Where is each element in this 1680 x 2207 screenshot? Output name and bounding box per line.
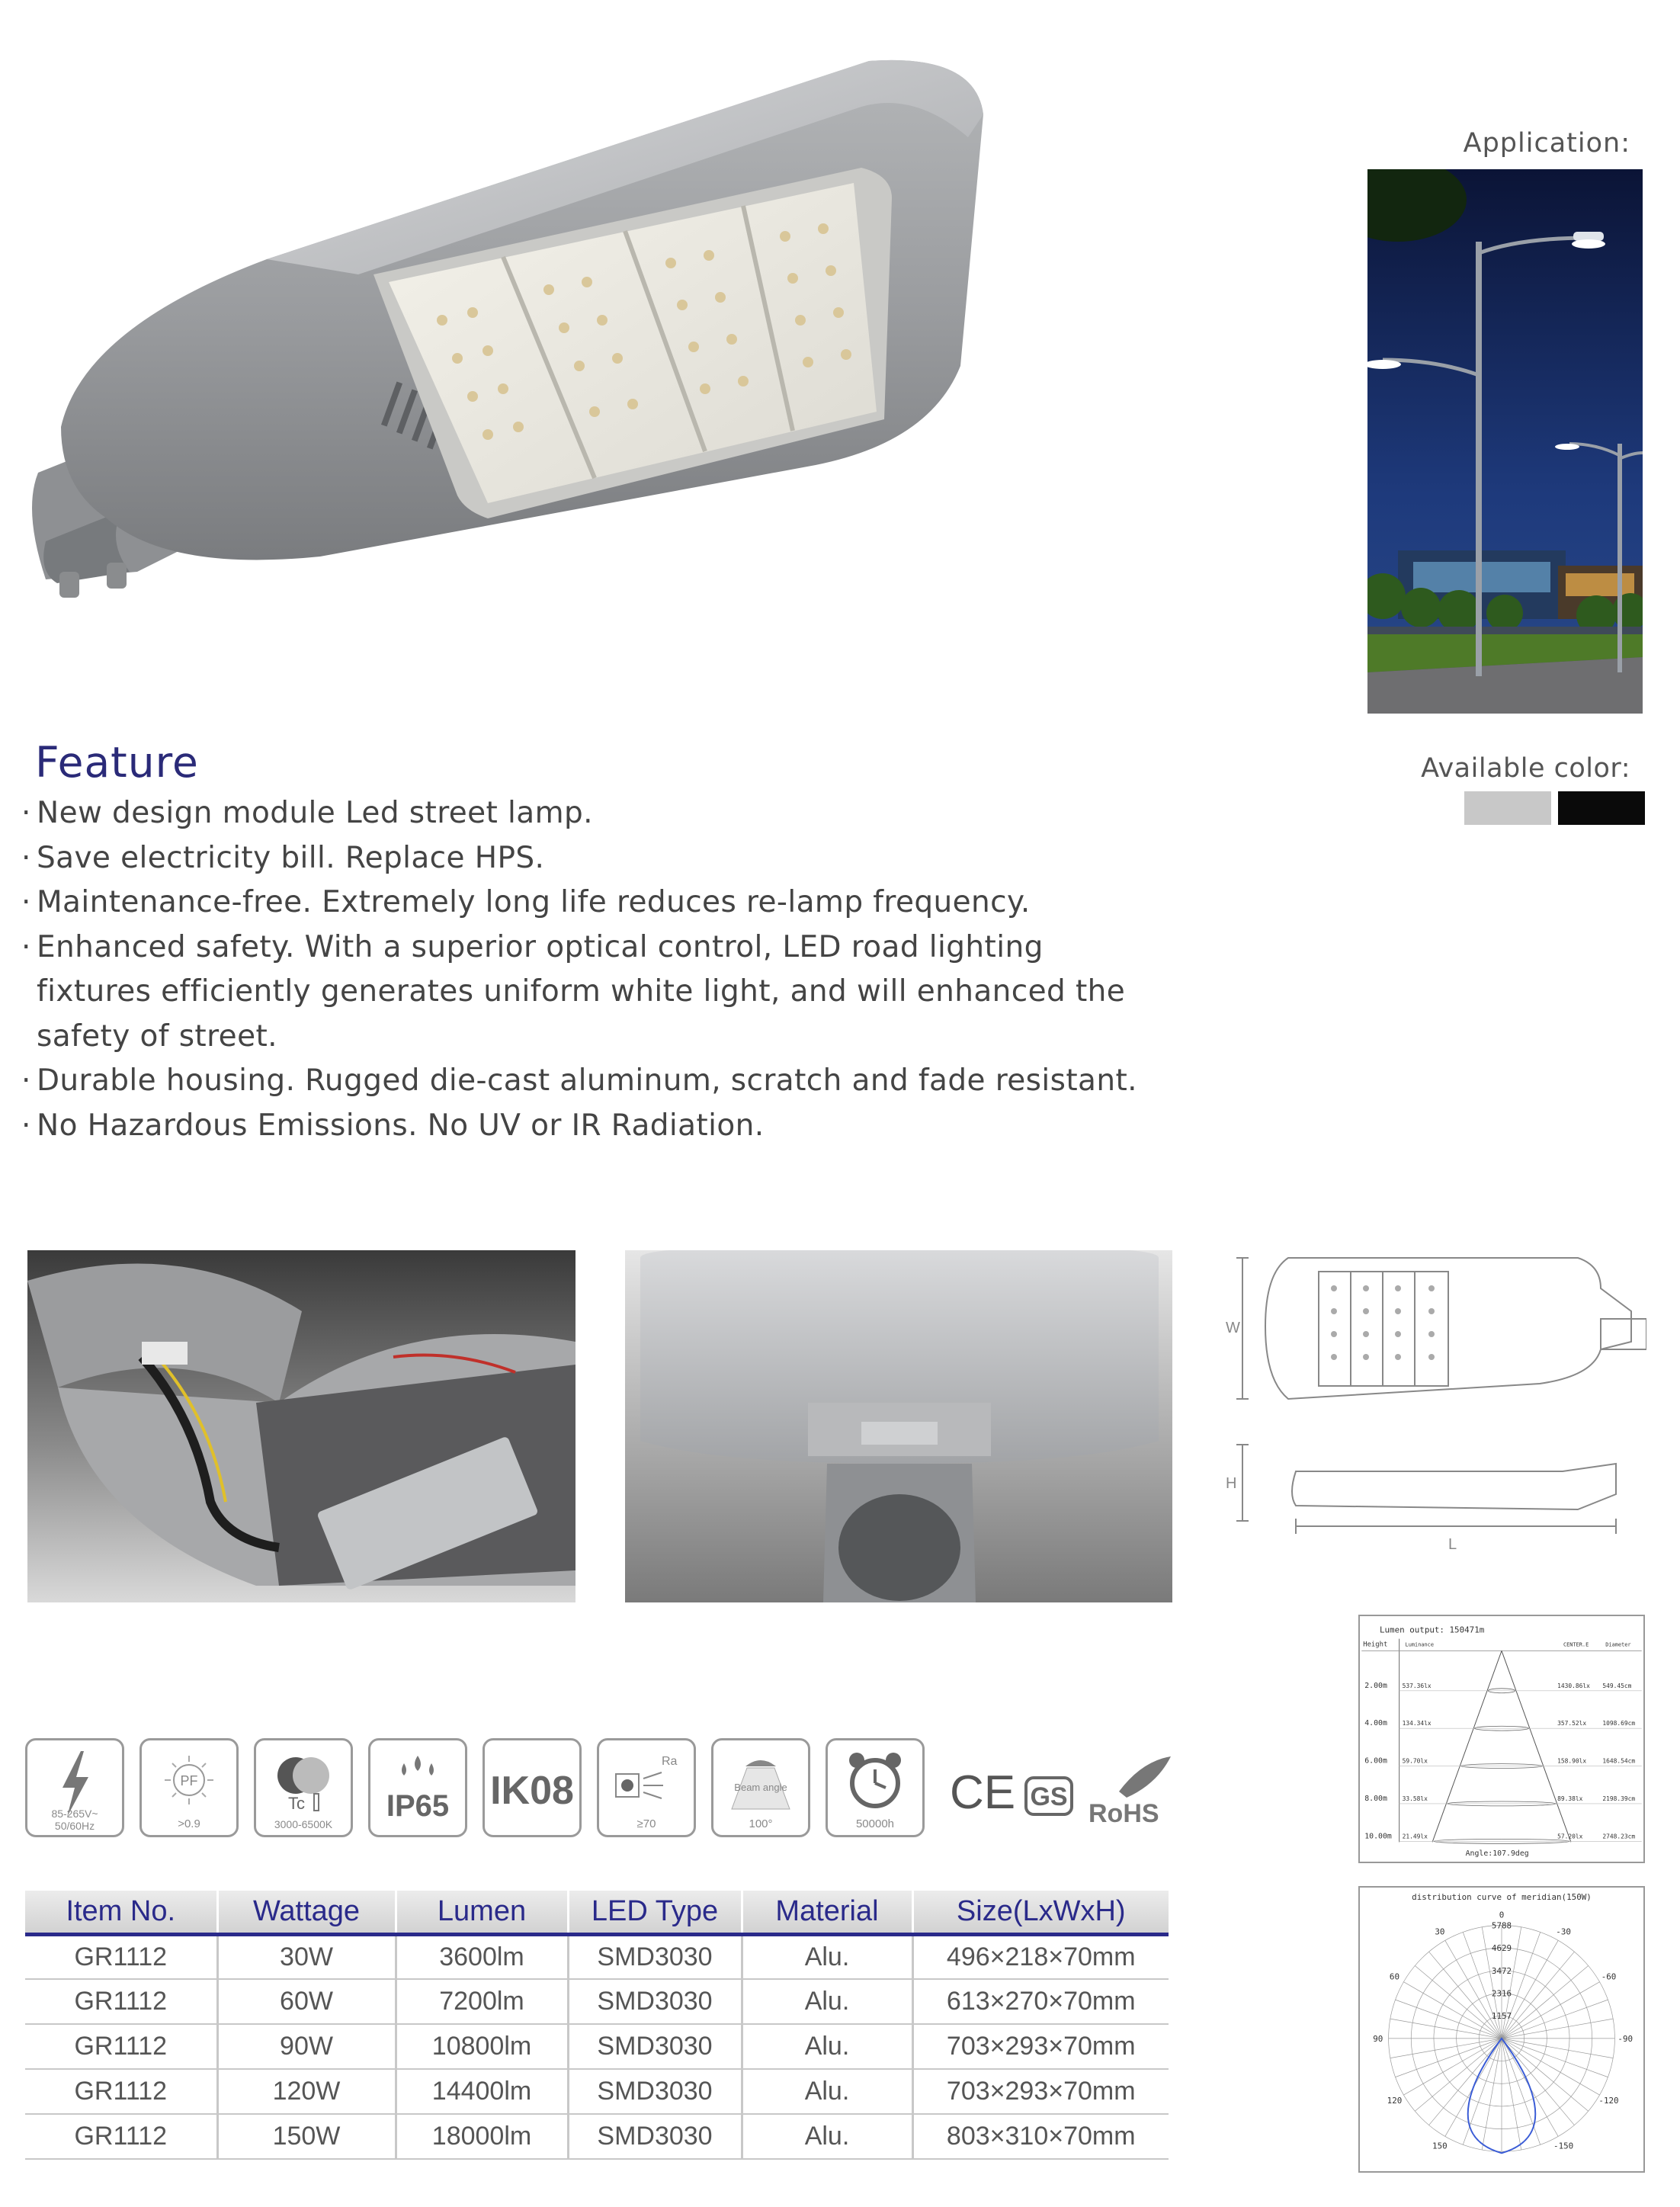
polar-radial-label: 3472 — [1491, 1965, 1512, 1976]
polar-angle-label: -90 — [1617, 2033, 1634, 2044]
lumen-chart-title: Lumen output: 150471m — [1379, 1625, 1485, 1635]
ra-label: Ra — [662, 1755, 678, 1768]
dimension-drawing — [1220, 1243, 1646, 1563]
lumen-row-h: 10.00m — [1364, 1832, 1392, 1841]
feature-item: · No Hazardous Emissions. No UV or IR Radiation. — [21, 1104, 1210, 1149]
lumen-row-lum: 134.34lx — [1402, 1720, 1432, 1727]
spec-table — [25, 1891, 1169, 2160]
application-title: Application: — [1463, 128, 1630, 159]
illuminance-cone-chart — [1358, 1615, 1645, 1863]
polar-title: distribution curve of meridian(150W) — [1412, 1891, 1592, 1902]
certification-marks — [936, 1738, 1180, 1837]
lumen-row-diam: 2198.39cm — [1602, 1795, 1636, 1802]
beam-caption: 100° — [749, 1817, 773, 1830]
lumen-row-lum: 33.58lx — [1402, 1795, 1428, 1802]
lumen-row-diam: 1648.54cm — [1602, 1757, 1636, 1765]
dim-w-label: W — [1226, 1320, 1240, 1336]
cell: 120W — [217, 2069, 396, 2114]
ce-mark-icon: CE — [950, 1766, 1016, 1819]
cell: 3600lm — [396, 1934, 568, 1979]
application-night-street-photo — [1367, 169, 1643, 714]
cell: Alu. — [742, 2069, 912, 2114]
lifetime-clock-icon — [826, 1738, 925, 1837]
cell: Alu. — [742, 1934, 912, 1979]
polar-radial-label: 4629 — [1491, 1943, 1512, 1954]
lumen-row-center: 89.38lx — [1557, 1795, 1583, 1802]
cell: 18000lm — [396, 2114, 568, 2159]
col-led-type: LED Type — [568, 1891, 742, 1934]
lumen-row-diam: 1098.69cm — [1602, 1720, 1636, 1727]
ip-rating: IP65 — [386, 1789, 450, 1823]
cell: 30W — [217, 1934, 396, 1979]
lumen-row-lum: 21.49lx — [1402, 1833, 1428, 1840]
cell: GR1112 — [25, 2069, 217, 2114]
ra-caption: ≥70 — [636, 1817, 656, 1830]
col-item-no: Item No. — [25, 1891, 217, 1934]
color-swatch-black — [1558, 791, 1645, 825]
lumen-row-h: 8.00m — [1364, 1794, 1387, 1803]
table-header-row — [25, 1891, 1169, 1934]
cell: SMD3030 — [568, 2069, 742, 2114]
lumen-row-diam: 2748.23cm — [1602, 1833, 1636, 1840]
cell: 703×293×70mm — [912, 2069, 1169, 2114]
cell: GR1112 — [25, 1934, 217, 1979]
polar-angle-label: 90 — [1373, 2033, 1383, 2044]
cell: 10800lm — [396, 2024, 568, 2069]
cell: SMD3030 — [568, 1979, 742, 2024]
lumen-col-center: CENTER.E — [1563, 1641, 1589, 1648]
lumen-row-h: 4.00m — [1364, 1719, 1387, 1728]
cell: GR1112 — [25, 1979, 217, 2024]
cell: Alu. — [742, 2114, 912, 2159]
rohs-mark-icon: RoHS — [1088, 1799, 1159, 1828]
polar-angle-label: -150 — [1553, 2141, 1574, 2151]
cell: SMD3030 — [568, 2114, 742, 2159]
pf-label: PF — [180, 1773, 198, 1788]
mount-bracket-photo — [625, 1250, 1172, 1602]
lumen-row-diam: 549.45cm — [1602, 1682, 1632, 1689]
cri-icon — [597, 1738, 696, 1837]
col-material: Material — [742, 1891, 912, 1934]
ik08-icon — [483, 1738, 582, 1837]
lumen-col-diam: Diameter — [1605, 1641, 1631, 1648]
lumen-col-height: Height — [1363, 1641, 1388, 1649]
driver-compartment-photo — [27, 1250, 575, 1602]
polar-distribution-chart — [1358, 1886, 1645, 2173]
feature-item: · New design module Led street lamp. — [21, 791, 1210, 836]
polar-angle-label: 30 — [1435, 1926, 1445, 1937]
polar-angle-label: -30 — [1556, 1926, 1571, 1937]
color-temperature-icon — [254, 1738, 353, 1837]
cell: 613×270×70mm — [912, 1979, 1169, 2024]
polar-angle-label: 120 — [1387, 2095, 1403, 2106]
lumen-row-center: 357.52lx — [1557, 1720, 1587, 1727]
feature-item: · Save electricity bill. Replace HPS. — [21, 836, 1210, 881]
cell: 703×293×70mm — [912, 2024, 1169, 2069]
cell: GR1112 — [25, 2114, 217, 2159]
lumen-row-center: 158.90lx — [1557, 1757, 1587, 1765]
feature-item: · Durable housing. Rugged die-cast aluminum, scratch and fade resistant. — [21, 1059, 1210, 1104]
available-color-title: Available color: — [1421, 753, 1630, 784]
feature-list — [21, 791, 1210, 1148]
cell: Alu. — [742, 2024, 912, 2069]
dim-h-label: H — [1226, 1475, 1237, 1492]
table-row — [25, 2024, 1169, 2069]
table-row — [25, 1934, 1169, 1979]
cell: 60W — [217, 1979, 396, 2024]
color-swatch-grey — [1464, 791, 1551, 825]
tc-label: Tc — [288, 1794, 305, 1813]
power-factor-icon — [139, 1738, 239, 1837]
polar-radial-label: 5788 — [1491, 1920, 1512, 1931]
voltage-icon — [25, 1738, 124, 1837]
lumen-row-h: 2.00m — [1364, 1681, 1387, 1690]
cell: SMD3030 — [568, 1934, 742, 1979]
lumen-angle: Angle:107.9deg — [1465, 1849, 1529, 1859]
dim-l-label: L — [1448, 1536, 1457, 1553]
voltage-caption: 85-265V~ 50/60Hz — [51, 1808, 98, 1832]
cell: Alu. — [742, 1979, 912, 2024]
table-row — [25, 2069, 1169, 2114]
feature-title: Feature — [35, 738, 199, 787]
cell: 803×310×70mm — [912, 2114, 1169, 2159]
polar-angle-label: 60 — [1389, 1971, 1400, 1982]
lumen-row-center: 1430.86lx — [1557, 1682, 1590, 1689]
cell: 7200lm — [396, 1979, 568, 2024]
cell: SMD3030 — [568, 2024, 742, 2069]
polar-angle-label: -120 — [1598, 2095, 1619, 2106]
col-lumen: Lumen — [396, 1891, 568, 1934]
ip65-icon — [368, 1738, 467, 1837]
polar-angle-label: -60 — [1601, 1971, 1617, 1982]
table-row — [25, 2114, 1169, 2159]
pf-caption: >0.9 — [178, 1817, 200, 1830]
street-lamp-photo — [15, 46, 1006, 625]
cell: GR1112 — [25, 2024, 217, 2069]
lumen-col-lum: Luminance — [1405, 1641, 1434, 1648]
polar-angle-label: 0 — [1499, 1910, 1505, 1920]
col-wattage: Wattage — [217, 1891, 396, 1934]
beam-label: Beam angle — [734, 1782, 787, 1793]
lumen-row-lum: 59.70lx — [1402, 1757, 1428, 1765]
feature-item: · Maintenance-free. Extremely long life reduces re-lamp frequency. — [21, 881, 1210, 925]
lumen-row-center: 57.20lx — [1557, 1833, 1583, 1840]
polar-radial-label: 2316 — [1491, 1988, 1512, 1999]
cell: 90W — [217, 2024, 396, 2069]
lumen-row-lum: 537.36lx — [1402, 1682, 1432, 1689]
col-size: Size(LxWxH) — [912, 1891, 1169, 1934]
cell: 14400lm — [396, 2069, 568, 2114]
ik-rating: IK08 — [490, 1769, 574, 1813]
cct-caption: 3000-6500K — [274, 1818, 333, 1830]
polar-angle-label: 150 — [1432, 2141, 1448, 2151]
life-caption: 50000h — [855, 1817, 895, 1830]
polar-radial-label: 1157 — [1491, 2011, 1512, 2022]
feature-item: · Enhanced safety. With a superior optical control, LED road lighting fixtures efficiently generates uniform white light, and will enhanced the safety of street. — [21, 925, 1157, 1060]
table-row — [25, 1979, 1169, 2024]
gs-mark-icon: GS — [1030, 1782, 1068, 1811]
cell: 150W — [217, 2114, 396, 2159]
beam-angle-icon — [711, 1738, 810, 1837]
cell: 496×218×70mm — [912, 1934, 1169, 1979]
lumen-row-h: 6.00m — [1364, 1756, 1387, 1766]
